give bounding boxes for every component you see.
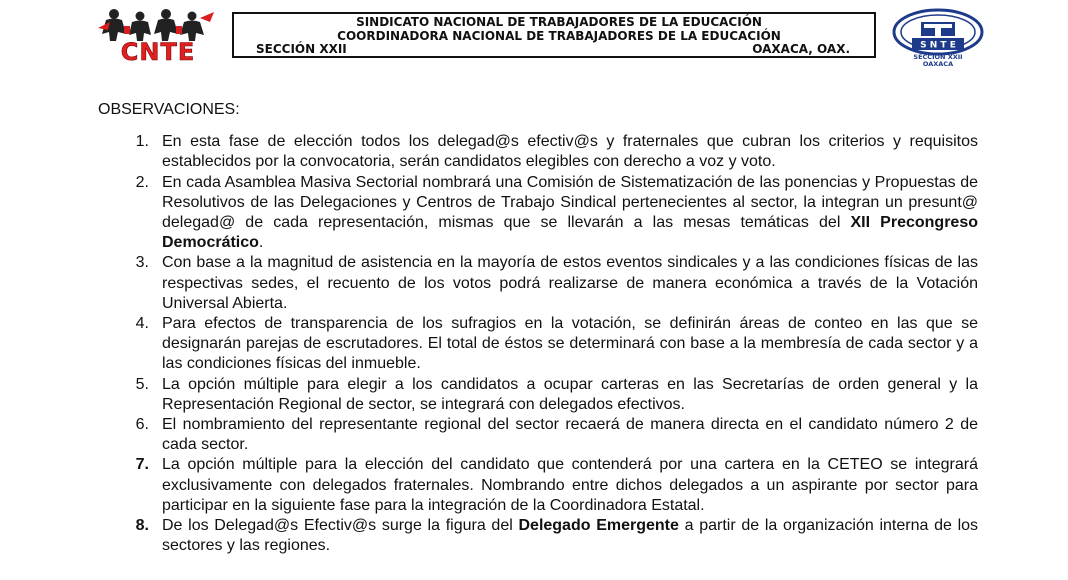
list-item	[98, 132, 978, 172]
item-text: El nombramiento del representante regional del sector recaerá de manera directa en el candidato número 2 de cada sector.	[162, 416, 978, 454]
item-text-bold: Delegado Emergente	[518, 517, 679, 535]
item-text-after: a partir de la organización interna de los sectores y las regiones.	[162, 517, 979, 555]
section-label: SECCIÓN XXII	[256, 42, 347, 56]
cnte-logo-text: CNTE	[120, 38, 196, 66]
observaciones-section	[98, 100, 978, 556]
item-text: En esta fase de elección todos los delegad@s efectiv@s y fraternales que cubran los criterios y requisitos establecidos por la convocatoria, serán candidatos elegibles con derecho a voz y voto.	[162, 133, 978, 171]
item-number: 5.	[135, 375, 149, 393]
item-number: 7.	[135, 456, 149, 474]
item-text: La opción múltiple para la elección del candidato que contenderá por una cartera en la CETEO se integrará exclusivamente con delegados fraternales. Nombrando entre dichos delegados a un aspirante por sector para participar en la siguiente fase para la integración de la Coordinadora Estatal.	[162, 456, 978, 514]
location-label: OAXACA, OAX.	[752, 42, 850, 56]
cnte-logo	[96, 8, 220, 64]
item-text-after: .	[258, 234, 264, 252]
item-text: Para efectos de transparencia de los sufragios en la votación, se definirán áreas de conteo en las que se designarán parejas de escrutadores. El total de éstos se determinará con base a la membresía de cada sector y a las condiciones físicas del inmueble.	[162, 315, 978, 373]
item-text: La opción múltiple para elegir a los candidatos a ocupar carteras en las Secretarías de orden general y la Representación Regional de sector, se integrará con delegados efectivos.	[162, 375, 978, 413]
item-number: 8.	[135, 517, 149, 535]
item-text: Con base a la magnitud de asistencia en la mayoría de estos eventos sindicales y a las condiciones físicas de las respectivas sedes, el recuento de los votos podrá realizarse de manera económica a través de la Votación Universal Abierta.	[162, 254, 978, 312]
item-text	[162, 516, 978, 556]
title-line-3	[256, 43, 862, 57]
seal-bottom-text-2: OAXACA	[922, 60, 954, 68]
list-item	[98, 375, 978, 415]
item-text-before: De los Delegad@s Efectiv@s surge la figura del	[162, 517, 519, 535]
list-item	[98, 415, 978, 455]
people-silhouette-icon	[96, 8, 220, 42]
observaciones-title: OBSERVACIONES:	[98, 101, 240, 118]
title-line-2: COORDINADORA NACIONAL DE TRABAJADORES DE LA EDUCACIÓN	[337, 28, 781, 43]
list-item	[98, 253, 978, 314]
document-header	[0, 0, 1068, 78]
seal-top-text: S N T E	[920, 40, 956, 51]
snte-seal	[888, 8, 988, 68]
title-line-1: SINDICATO NACIONAL DE TRABAJADORES DE LA EDUCACIÓN	[356, 15, 762, 29]
item-number: 3.	[135, 254, 149, 272]
seal-bottom-text-1: SECCION XXII	[913, 53, 963, 61]
observaciones-list	[98, 132, 978, 556]
title-box	[232, 12, 876, 58]
list-item	[98, 455, 978, 516]
list-item	[98, 516, 978, 556]
item-number: 6.	[135, 416, 149, 434]
item-text	[162, 173, 978, 254]
item-text-before: En cada Asamblea Masiva Sectorial nombrará una Comisión de Sistematización de las ponencias y Propuestas de Resolutivos de las Delegaciones y Centros de Trabajo Sindical pertenecientes al sector, la integran un presunt@ delegad@ de cada representación, mismas que se llevarán a las mesas temáticas del	[162, 173, 978, 232]
list-item	[98, 173, 978, 254]
list-item	[98, 314, 978, 375]
item-number: 2.	[135, 173, 149, 191]
snte-seal-icon	[888, 8, 988, 68]
item-number: 1.	[135, 133, 149, 151]
item-number: 4.	[135, 315, 149, 333]
item-text-bold: XII Precongreso Democrático	[162, 214, 978, 252]
